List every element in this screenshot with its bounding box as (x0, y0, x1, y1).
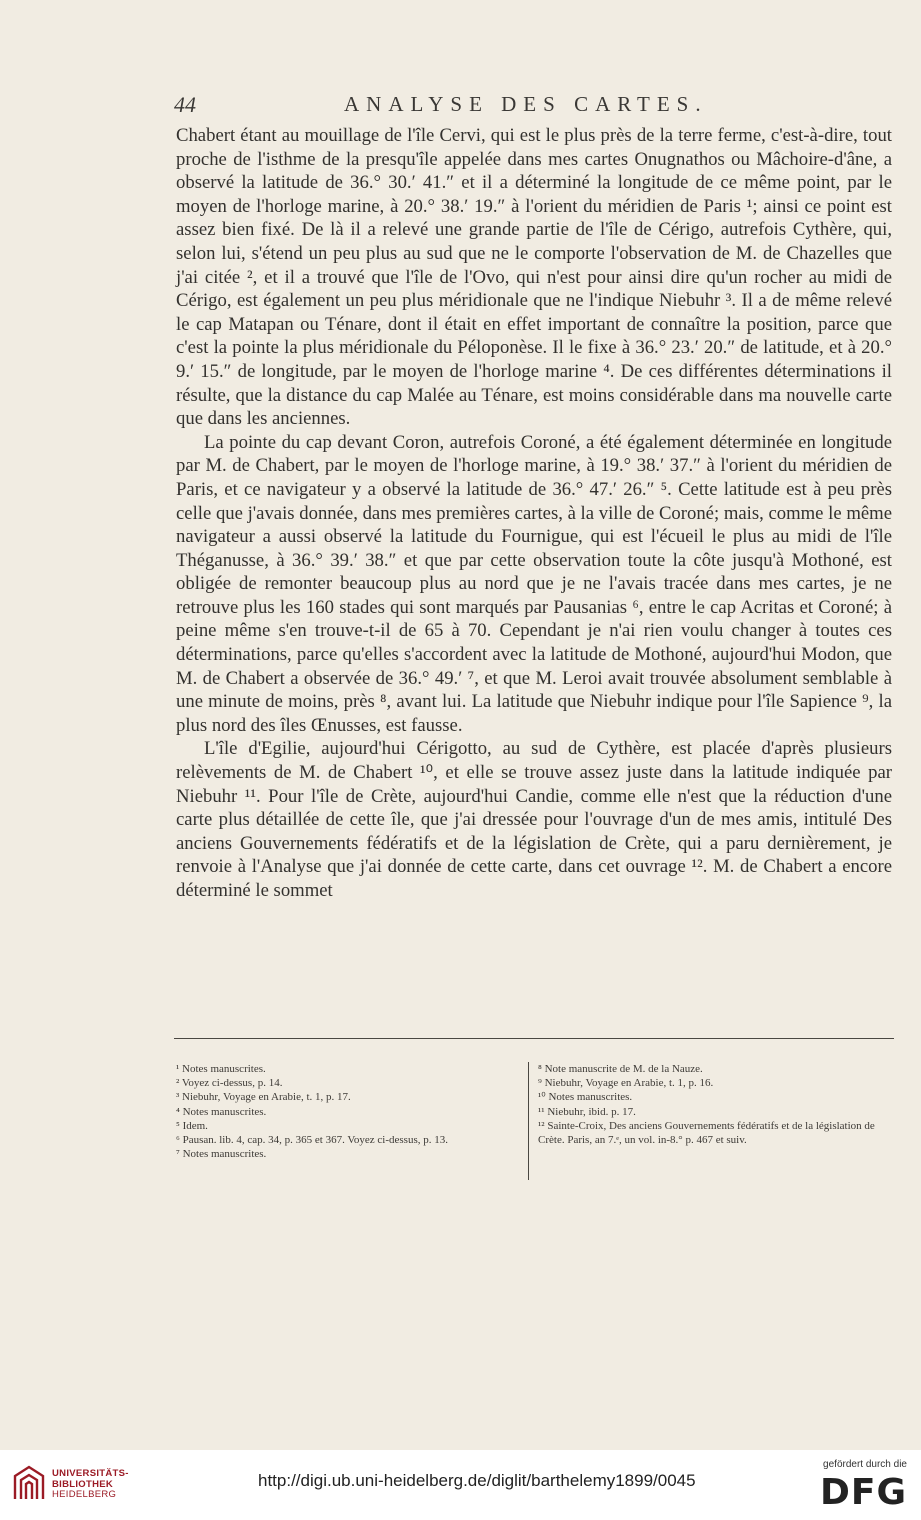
footnote-9: ⁹ Niebuhr, Voyage en Arabie, t. 1, p. 16. (538, 1077, 714, 1090)
page-header (174, 92, 894, 122)
footnote-8: ⁸ Note manuscrite de M. de la Nauze. (538, 1063, 703, 1075)
library-name-line3: HEIDELBERG (52, 1489, 117, 1500)
footnote-3: ³ Niebuhr, Voyage en Arabie, t. 1, p. 17. (176, 1091, 351, 1104)
running-title: ANALYSE DES CARTES. (344, 92, 708, 116)
paragraph-3: L'île d'Egilie, aujourd'hui Cérigotto, au sud de Cythère, est placée d'après plusieurs relèvements de M. de Chabert ¹⁰, et elle se trouve assez juste dans la latitude indiquée par Niebuhr ¹¹. Pour l'île de Crète, aujourd'hui Candie, comme elle n'est que la réduction d'une carte plus détaillée de cette île, que j'ai dressée pour l'ouvrage d'un de mes amis, intitulé Des anciens Gouvernements fédératifs et de la législation de Crète, qui a paru dernièrement, je renvoie à l'Analyse que j'ai donnée de cette carte, dans cet ouvrage ¹². M. de Chabert a encore déterminé le sommet (176, 738, 892, 901)
footnote-5: ⁵ Idem. (176, 1119, 208, 1132)
footnote-12: ¹² Sainte-Croix, Des anciens Gouvernements fédératifs et de la législation de Crète. Paris, an 7.ᵉ, un vol. in-8.° p. 467 et suiv. (538, 1119, 875, 1147)
page-number: 44 (174, 92, 196, 117)
body-text (176, 124, 892, 903)
permalink-url[interactable]: http://digi.ub.uni-heidelberg.de/diglit/barthelemy1899/0045 (258, 1471, 696, 1490)
footnote-7: ⁷ Notes manuscrites. (176, 1148, 267, 1161)
footnote-11: ¹¹ Niebuhr, ibid. p. 17. (538, 1105, 636, 1118)
library-name (52, 1469, 129, 1501)
dfg-caption: gefördert durch die (823, 1459, 907, 1470)
footnotes-right-column (538, 1062, 894, 1147)
paragraph-1: Chabert étant au mouillage de l'île Cervi, qui est le plus près de la terre ferme, c'est-à-dire, tout proche de l'isthme de la presqu'île appelée dans mes cartes Onugnathos ou Mâchoire-d'âne, a observé la latitude de 36.° 30.′ 41.″ et il a déterminé la longitude de ce même point, par le moyen de l'horloge marine, à 20.° 38.′ 19.″ à l'orient du méridien de Paris ¹; ainsi ce point est assez bien fixé. De là il a relevé une grande partie de l'île de Cérigo, autrefois Cythère, qui, selon lui, s'étend un peu plus au sud que ne le comporte l'observation de M. de Chazelles que j'ai citée ², et il a trouvé que l'île de l'Ovo, qui n'est pour ainsi dire qu'un rocher au midi de Cérigo, est également un peu plus méridionale que ne l'indique Niebuhr ³. Il a de même relevé le cap Matapan ou Ténare, dont il était en effet important de connaître la position, parce que c'est la pointe la plus méridionale du Péloponèse. Il le fixe à 36.° 23.′ 20.″ de latitude, et à 20.° 9.′ 15.″ de longitude, par le moyen de l'horloge marine ⁴. De ces différentes déterminations il résulte, que la distance du cap Malée au Ténare, est moins considérable dans ma nouvelle carte que dans les anciennes. (176, 125, 892, 430)
footnote-10: ¹⁰ Notes manuscrites. (538, 1091, 633, 1104)
footnote-column-divider (528, 1062, 529, 1180)
library-name-line1: UNIVERSITÄTS- (52, 1468, 129, 1479)
footnote-6: ⁶ Pausan. lib. 4, cap. 34, p. 365 et 367. Voyez ci-dessus, p. 13. (176, 1134, 448, 1147)
footnote-4: ⁴ Notes manuscrites. (176, 1105, 267, 1118)
paragraph-2: La pointe du cap devant Coron, autrefois Coroné, a été également déterminée en longitude par M. de Chabert, par le moyen de l'horloge marine, à 19.° 38.′ 37.″ à l'orient du méridien de Paris, et ce navigateur y a observé la latitude de 36.° 47.′ 26.″ ⁵. Cette latitude est à peu près celle que j'avais donnée, dans mes premières cartes, à la ville de Coroné; mais, comme le même navigateur a aussi observé la latitude du Fournigue, qui est l'écueil le plus au midi de l'île Théganusse, à 36.° 39.′ 38.″ et que par cette observation toute la côte jusqu'à Mothoné, est obligée de remonter beaucoup plus au nord que je ne l'avais tracée dans mes cartes, je ne retrouve plus les 160 stades qui sont marqués par Pausanias ⁶, entre le cap Acritas et Coroné; à peine même s'en trouve-t-il de 65 à 70. Cependant je n'ai rien voulu changer à toutes ces déterminations, parce qu'elles s'accordent avec la latitude de Mothoné, aujourd'hui Modon, que M. de Chabert a observée de 36.° 49.′ ⁷, et que M. Leroi avait trouvée absolument semblable à une minute de moins, près ⁸, avant lui. La latitude que Niebuhr indique pour l'île Sapience ⁹, la plus nord des îles Œnusses, est fausse. (176, 431, 892, 736)
footnotes-left-column (176, 1062, 522, 1161)
footnote-1: ¹ Notes manuscrites. (176, 1063, 266, 1075)
library-logo-icon (12, 1464, 46, 1502)
viewer-footer (0, 1450, 921, 1520)
footnote-rule (174, 1038, 894, 1039)
footnote-2: ² Voyez ci-dessus, p. 14. (176, 1077, 283, 1090)
library-name-line2: BIBLIOTHEK (52, 1478, 114, 1490)
dfg-logo: DFG (819, 1472, 907, 1513)
